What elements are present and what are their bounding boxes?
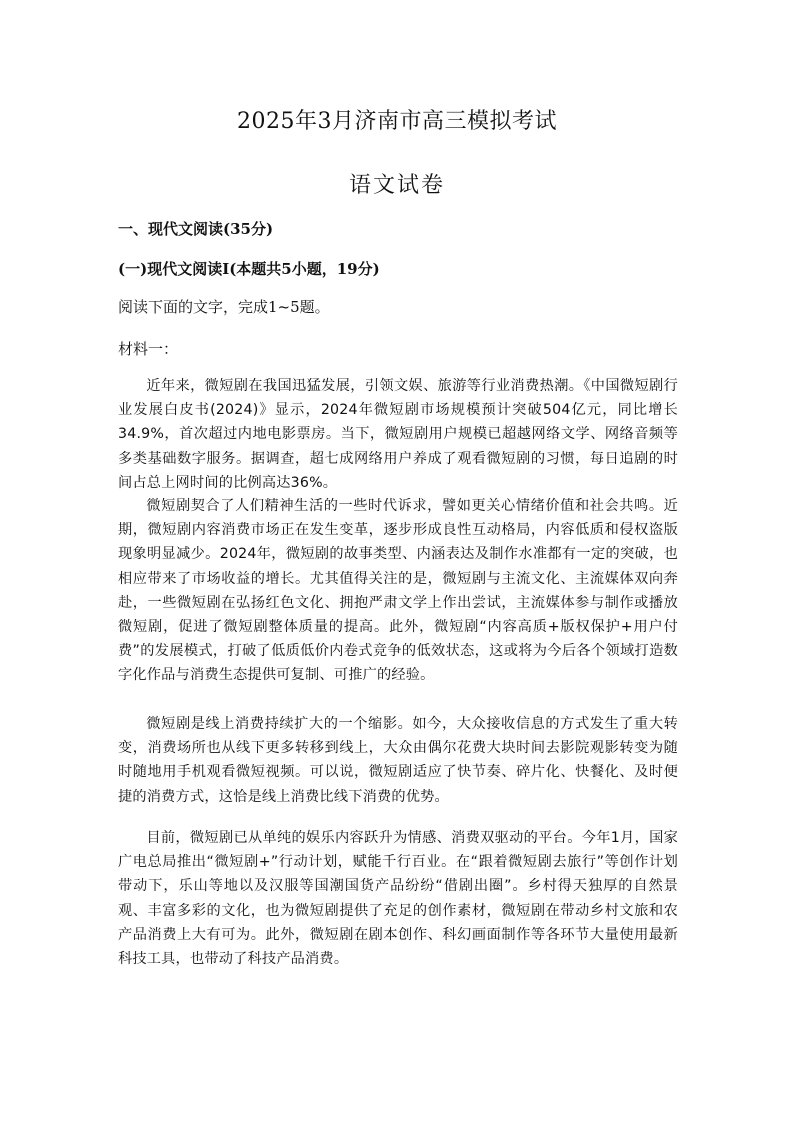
section-heading: 一、现代文阅读(35分) [118,220,274,238]
paragraph-4: 目前，微短剧已从单纯的娱乐内容跃升为情感、消费双驱动的平台。今年1月，国家广电总局推出“微短剧+”行动计划，赋能千行百业。在“跟着微短剧去旅行”等创作计划带动下，乐山等地以及汉服等国潮国货产品纷纷“借剧出圈”。乡村得天独厚的自然景观、丰富多彩的文化，也为微短剧提供了充足的创作素材，微短剧在带动乡村文旅和农产品消费上大有可为。此外，微短剧在剧本创作、科幻画面制作等各环节大量使用最新科技工具，也带动了科技产品消费。 [118,830,678,968]
paragraph-2: 微短剧契合了人们精神生活的一些时代诉求，譬如更关心情绪价值和社会共鸣。近期，微短剧内容消费市场正在发生变革，逐步形成良性互动格局，内容低质和侵权盗版现象明显减少。2024年，微短剧的故事类型、内涵表达及制作水准都有一定的突破，也相应带来了市场收益的增长。尤其值得关注的是，微短剧与主流文化、主流媒体双向奔赴，一些微短剧在弘扬红色文化、拥抱严肃文学上作出尝试，主流媒体参与制作或播放微短剧，促进了微短剧整体质量的提高。此外，微短剧“内容高质+版权保护+用户付费”的发展模式，打破了低质低价内卷式竞争的低效状态，这或将为今后各个领域打造数字化作品与消费生态提供可复制、可推广的经验。 [118,498,678,684]
paragraph-1: 近年来，微短剧在我国迅猛发展，引领文娱、旅游等行业消费热潮。《中国微短剧行业发展白皮书(2024)》显示，2024年微短剧市场规模预计突破504亿元，同比增长34.9%，首次超过内地电影票房。当下，微短剧用户规模已超越网络文学、网络音频等多类基础数字服务。据调查，超七成网络用户养成了观看微短剧的习惯，每日追剧的时间占总上网时间的比例高达36%。 [118,378,678,491]
instruction-text: 阅读下面的文字，完成1~5题。 [118,298,330,316]
material-label: 材料一： [118,340,179,358]
page-subtitle: 语文试卷 [348,173,445,198]
subsection-heading: (一)现代文阅读Ⅰ(本题共5小题，19分) [118,260,380,278]
paragraph-3: 微短剧是线上消费持续扩大的一个缩影。如今，大众接收信息的方式发生了重大转变，消费场所也从线下更多转移到线上，大众由偶尔花费大块时间去影院观影转变为随时随地用手机观看微短视频。可以说，微短剧适应了快节奏、碎片化、快餐化、及时便捷的消费方式，这恰是线上消费比线下消费的优势。 [118,716,678,805]
page-title: 2025年3月济南市高三模拟考试 [237,109,557,134]
